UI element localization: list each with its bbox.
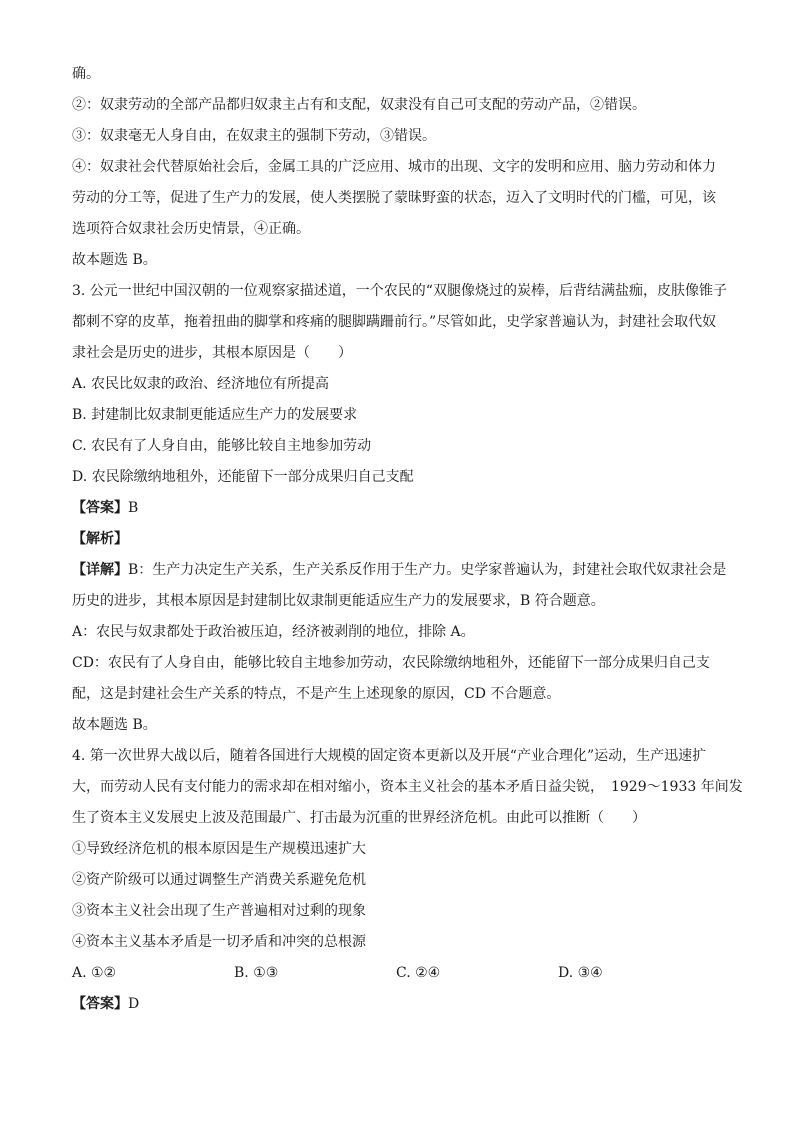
answer-line (72, 992, 724, 1023)
explanation-line: 配，这是封建社会生产关系的特点，不是产生上述现象的原因，CD 不合题意。 (72, 686, 561, 702)
explanation-text: B：生产力决定生产关系，生产关系反作用于生产力。史学家普遍认为，封建社会取代奴隶社会是 (128, 562, 727, 578)
answer-value: B (128, 500, 139, 516)
question-4-statement-1: ①导致经济危机的根本原因是生产规模迅速扩大 (72, 841, 366, 857)
answer-line (72, 496, 724, 527)
question-4-stem: 大，而劳动人民有支付能力的需求却在相对缩小，资本主义社会的基本矛盾日益尖锐， 1929～1933 年间发 (72, 779, 743, 795)
question-4-option-b: B. ①③ (234, 965, 279, 981)
question-4-options (72, 961, 724, 992)
question-4-option-c: C. ②④ (396, 965, 441, 981)
explanation-line: 历史的进步，其根本原因是封建制比奴隶制更能适应生产力的发展要求，B 符合题意。 (72, 593, 605, 609)
explanation-line: A：农民与奴隶都处于政治被压迫，经济被剥削的地位，排除 A。 (72, 624, 475, 640)
analysis-line (72, 527, 724, 558)
text-line: 确。 (72, 66, 100, 82)
text-line: ③：奴隶毫无人身自由，在奴隶主的强制下劳动，③错误。 (72, 128, 436, 144)
text-line: 选项符合奴隶社会历史情景，④正确。 (72, 221, 310, 237)
question-4-option-d: D. ③④ (558, 965, 603, 981)
text-line: ②：奴隶劳动的全部产品都归奴隶主占有和支配，奴隶没有自己可支配的劳动产品，②错误。 (72, 97, 646, 113)
conclusion-line: 故本题选 B。 (72, 717, 157, 733)
explanation-label: 【详解】 (72, 562, 128, 578)
answer-label: 【答案】 (72, 500, 128, 516)
conclusion-line: 故本题选 B。 (72, 252, 157, 268)
question-3-option-a: A. 农民比奴隶的政治、经济地位有所提高 (72, 376, 330, 392)
question-3-option-d: D. 农民除缴纳地租外，还能留下一部分成果归自己支配 (72, 469, 414, 485)
explanation-line: CD：农民有了人身自由，能够比较自主地参加劳动，农民除缴纳地租外，还能留下一部分成果归自己支 (72, 655, 710, 671)
text-line: ④：奴隶社会代替原始社会后，金属工具的广泛应用、城市的出现、文字的发明和应用、脑力劳动和体力 (72, 159, 716, 175)
question-4-stem: 生了资本主义发展史上波及范围最广、打击最为沉重的世界经济危机。由此可以推断（ ） (72, 810, 646, 826)
question-3-stem: 都刺不穿的皮革，拖着扭曲的脚掌和疼痛的腿脚蹒跚前行。”尽管如此，史学家普遍认为，封建社会取代奴 (72, 314, 717, 330)
question-4-statement-2: ②资产阶级可以通过调整生产消费关系避免危机 (72, 872, 366, 888)
document-page (72, 62, 743, 1023)
question-3-option-b: B. 封建制比奴隶制更能适应生产力的发展要求 (72, 407, 358, 423)
answer-value: D (128, 996, 140, 1012)
analysis-label: 【解析】 (72, 531, 128, 547)
answer-label: 【答案】 (72, 996, 128, 1012)
text-line: 劳动的分工等，促进了生产力的发展，使人类摆脱了蒙昧野蛮的状态，迈入了文明时代的门槛，可见，该 (72, 190, 716, 206)
question-3-stem: 3. 公元一世纪中国汉朝的一位观察家描述道，一个农民的“双腿像烧过的炭棒，后背结满盐痂，皮肤像锥子 (72, 283, 727, 299)
question-3-stem: 隶社会是历史的进步，其根本原因是（ ） (72, 345, 352, 361)
question-4-option-a: A. ①② (72, 965, 117, 981)
question-4-statement-4: ④资本主义基本矛盾是一切矛盾和冲突的总根源 (72, 934, 366, 950)
explanation-line (72, 558, 727, 589)
question-4-statement-3: ③资本主义社会出现了生产普遍相对过剩的现象 (72, 903, 366, 919)
question-3-option-c: C. 农民有了人身自由，能够比较自主地参加劳动 (72, 438, 372, 454)
question-4-stem: 4. 第一次世界大战以后，随着各国进行大规模的固定资本更新以及开展“产业合理化”运动，生产迅速扩 (72, 748, 707, 764)
